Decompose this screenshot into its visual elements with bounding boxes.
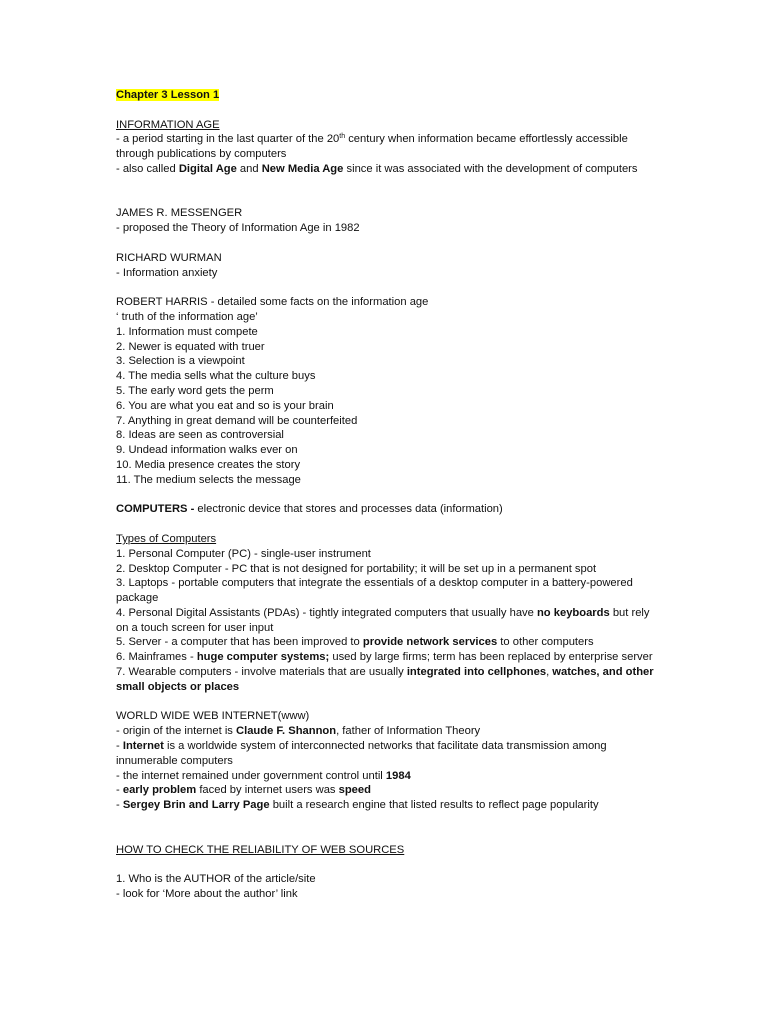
list-item: 1. Information must compete bbox=[116, 325, 258, 338]
www-line-3: - the internet remained under government control until 1984 bbox=[116, 769, 411, 782]
www-line-2: - Internet is a worldwide system of interconnected networks that facilitate data transmission among innumerable computers bbox=[116, 740, 607, 767]
list-item: 6. You are what you eat and so is your brain bbox=[116, 399, 334, 412]
reliability-line-1: 1. Who is the AUTHOR of the article/site bbox=[116, 873, 316, 886]
list-item: 2. Newer is equated with truer bbox=[116, 340, 265, 353]
list-item: 7. Wearable computers - involve materials that are usually integrated into cellphones, watches, and other small objects or places bbox=[116, 666, 654, 693]
reliability-heading: HOW TO CHECK THE RELIABILITY OF WEB SOURCES bbox=[116, 843, 405, 856]
information-age-line-1: - a period starting in the last quarter of the 20th century when information became effortlessly accessible through publications by computers bbox=[116, 133, 628, 161]
wurman-heading: RICHARD WURMAN bbox=[116, 251, 222, 264]
list-item: 2. Desktop Computer - PC that is not designed for portability; it will be set up in a permanent spot bbox=[116, 562, 597, 575]
harris-heading: ROBERT HARRIS - detailed some facts on the information age bbox=[116, 296, 429, 309]
list-item: 6. Mainframes - huge computer systems; used by large firms; term has been replaced by enterprise server bbox=[116, 651, 653, 664]
chapter-title-highlight: Chapter 3 Lesson 1 bbox=[116, 89, 220, 101]
document-body bbox=[116, 88, 656, 902]
list-item: 9. Undead information walks ever on bbox=[116, 444, 298, 457]
list-item: 3. Laptops - portable computers that integrate the essentials of a desktop computer in a battery-powered package bbox=[116, 577, 633, 605]
messenger-heading: JAMES R. MESSENGER bbox=[116, 207, 243, 220]
list-item: 5. Server - a computer that has been improved to provide network services to other computers bbox=[116, 636, 594, 649]
messenger-line: - proposed the Theory of Information Age in 1982 bbox=[116, 222, 360, 235]
reliability-line-2: - look for ‘More about the author’ link bbox=[116, 888, 298, 901]
harris-subheading: ‘ truth of the information age’ bbox=[116, 310, 258, 323]
www-line-5: - Sergey Brin and Larry Page built a research engine that listed results to reflect page popularity bbox=[116, 799, 599, 812]
information-age-line-2: - also called Digital Age and New Media Age since it was associated with the development of computers bbox=[116, 162, 638, 175]
list-item: 11. The medium selects the message bbox=[116, 473, 301, 486]
www-heading: WORLD WIDE WEB INTERNET(www) bbox=[116, 710, 310, 723]
chapter-title bbox=[116, 88, 656, 103]
list-item: 4. The media sells what the culture buys bbox=[116, 370, 316, 383]
information-age-heading: INFORMATION AGE bbox=[116, 118, 220, 131]
list-item: 3. Selection is a viewpoint bbox=[116, 355, 245, 368]
list-item: 10. Media presence creates the story bbox=[116, 458, 301, 471]
list-item: 4. Personal Digital Assistants (PDAs) - tightly integrated computers that usually have no keyboards but rely on a touch screen for user input bbox=[116, 606, 650, 634]
www-line-4: - early problem faced by internet users was speed bbox=[116, 784, 371, 797]
www-line-1: - origin of the internet is Claude F. Shannon, father of Information Theory bbox=[116, 725, 481, 738]
list-item: 5. The early word gets the perm bbox=[116, 384, 274, 397]
types-heading: Types of Computers bbox=[116, 532, 217, 545]
list-item: 1. Personal Computer (PC) - single-user instrument bbox=[116, 547, 371, 560]
list-item: 8. Ideas are seen as controversial bbox=[116, 429, 284, 442]
wurman-line: - Information anxiety bbox=[116, 266, 218, 279]
list-item: 7. Anything in great demand will be counterfeited bbox=[116, 414, 358, 427]
computers-definition: COMPUTERS - electronic device that stores and processes data (information) bbox=[116, 503, 503, 516]
